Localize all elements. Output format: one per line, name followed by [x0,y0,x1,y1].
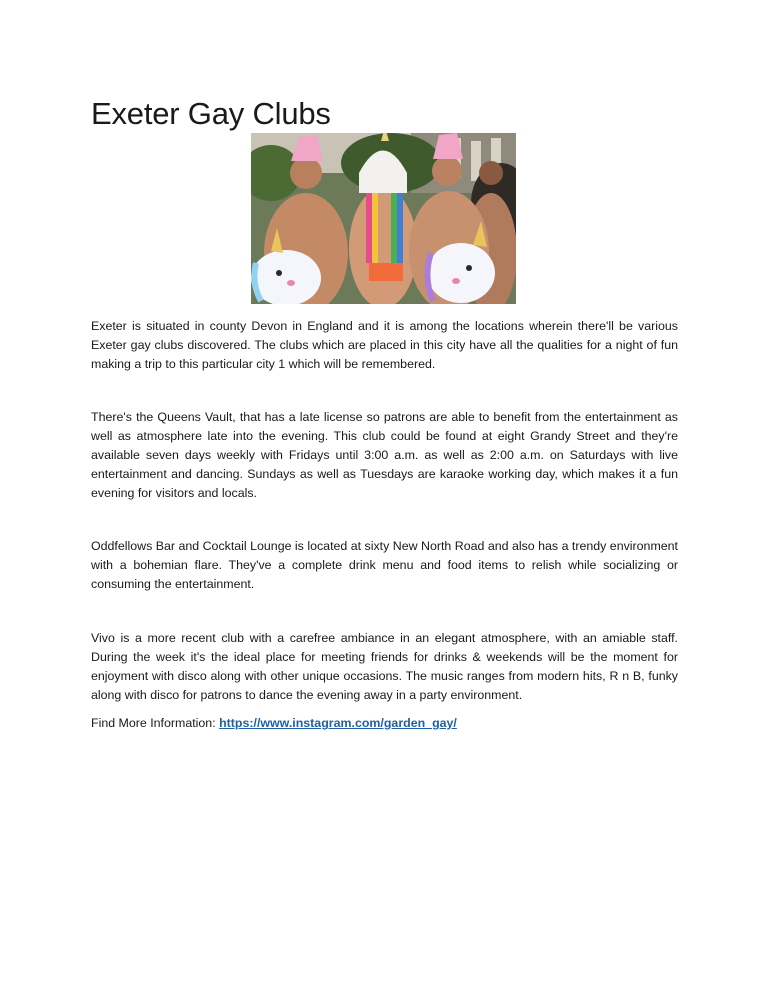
paragraph-oddfellows: Oddfellows Bar and Cocktail Lounge is located at sixty New North Road and also has a trendy environment with a bohemian flare. They've a complete drink menu and food items to relish while socializing or consuming the entertainment. [91,539,678,591]
paragraph-queens-vault: There's the Queens Vault, that has a late license so patrons are able to benefit from the entertainment as well as atmosphere late into the evening. This club could be found at eight Grandy Street and they're available seven days weekly with Fridays until 3:00 a.m. as well as 2:00 a.m. on Saturdays with live entertainment and dancing. Sundays as well as Tuesdays are karaoke working day, which makes it a fun evening for visitors and locals. [91,410,678,500]
paragraph-intro: Exeter is situated in county Devon in England and it is among the locations wherein there'll be various Exeter gay clubs discovered. The clubs which are placed in this city have all the qualities for a night of fun making a trip to this particular city 1 which will be remembered. [91,319,678,371]
more-info-label: Find More Information: [91,716,220,730]
more-info-line [91,714,678,733]
page-title: Exeter Gay Clubs [91,96,331,131]
instagram-link[interactable]: https://www.instagram.com/garden_gay/ [219,716,457,730]
party-photo [251,133,516,304]
paragraph-vivo: Vivo is a more recent club with a carefree ambiance in an elegant atmosphere, with an amiable staff. During the week it's the ideal place for meeting friends for drinks & weekends will be the moment for enjoyment with disco along with other unique occasions. The music ranges from modern hits, R n B, funky along with disco for patrons to dance the evening away in a party environment. [91,631,678,702]
